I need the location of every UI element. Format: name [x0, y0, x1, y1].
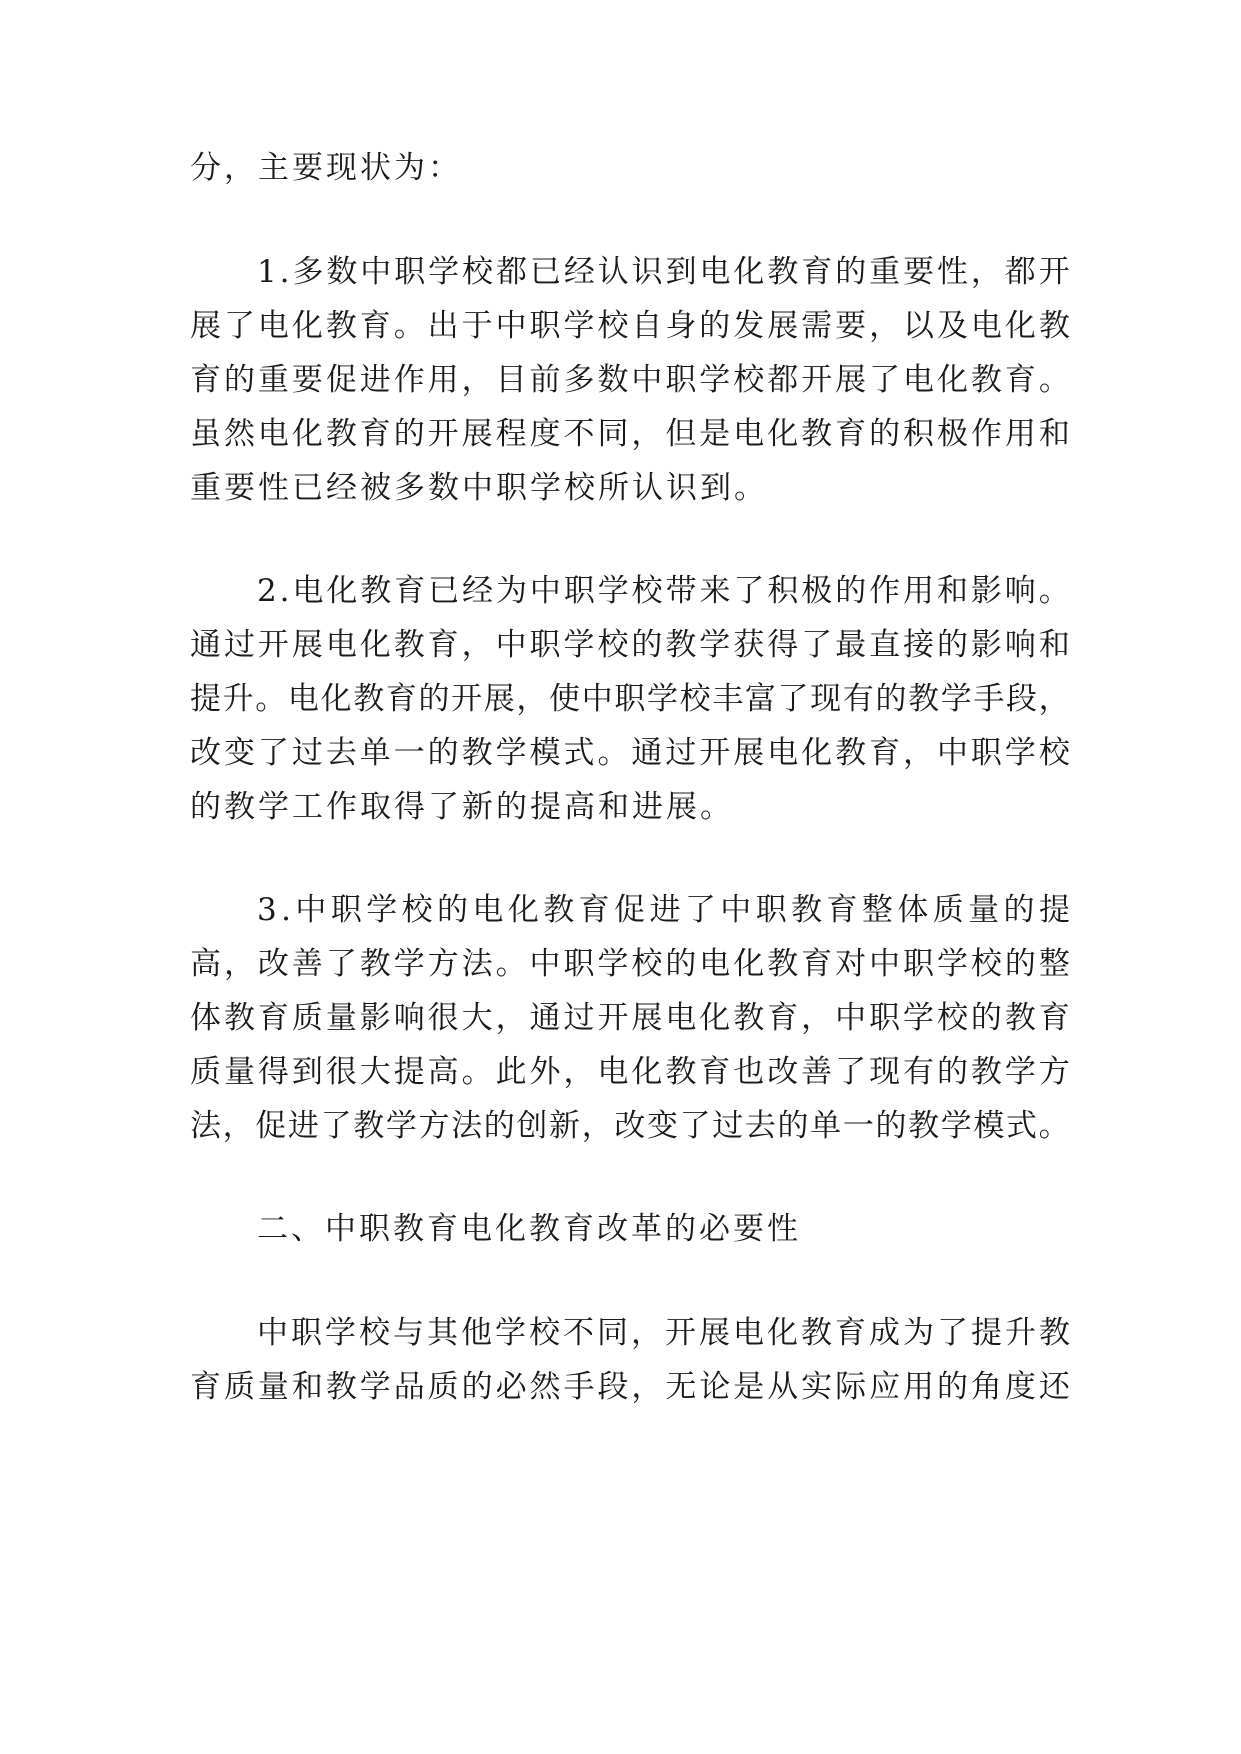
paragraph-4-line: 育 质 量 和 教 学 品 质 的 必 然 手 段 ， 无 论 是 从 实 际 应 用 的 角 度 还 — [190, 1369, 1070, 1405]
paragraph-3-line: 质 量 得 到 很 大 提 高 。 此 外 ， 电 化 教 育 也 改 善 了 现 有 的 教 学 方 — [190, 1054, 1070, 1090]
paragraph-2-line: 改 变 了 过 去 单 一 的 教 学 模 式 。 通 过 开 展 电 化 教 育 ， 中 职 学 校 — [190, 735, 1070, 771]
paragraph-3-line: 3 . 中 职 学 校 的 电 化 教 育 促 进 了 中 职 教 育 整 体 质 量 的 提 — [257, 892, 1070, 928]
paragraph-2-line: 提 升 。 电 化 教 育 的 开 展 ， 使 中 职 学 校 丰 富 了 现 有 的 教 学 手 段 ， — [190, 681, 1070, 717]
paragraph-1-line: 育 的 重 要 促 进 作 用 ， 目 前 多 数 中 职 学 校 都 开 展 了 电 化 教 育 。 — [190, 362, 1070, 398]
paragraph-3-line: 体 教 育 质 量 影 响 很 大 ， 通 过 开 展 电 化 教 育 ， 中 职 学 校 的 教 育 — [190, 1000, 1070, 1036]
paragraph-2-line: 通 过 开 展 电 化 教 育 ， 中 职 学 校 的 教 学 获 得 了 最 直 接 的 影 响 和 — [190, 627, 1070, 663]
intro-line: 分，主要现状为： — [190, 150, 462, 186]
section-heading: 二、中职教育电化教育改革的必要性 — [257, 1211, 801, 1247]
paragraph-1-line: 1 . 多 数 中 职 学 校 都 已 经 认 识 到 电 化 教 育 的 重 要 性 ， 都 开 — [257, 254, 1070, 290]
paragraph-2-line: 的教学工作取得了新的提高和进展。 — [190, 789, 734, 825]
paragraph-1-line: 重要性已经被多数中职学校所认识到。 — [190, 470, 768, 506]
paragraph-4-line: 中 职 学 校 与 其 他 学 校 不 同 ， 开 展 电 化 教 育 成 为 了 提 升 教 — [257, 1315, 1070, 1351]
paragraph-2-line: 2 . 电 化 教 育 已 经 为 中 职 学 校 带 来 了 积 极 的 作 用 和 影 响 。 — [257, 573, 1070, 609]
paragraph-3-line: 高 ， 改 善 了 教 学 方 法 。 中 职 学 校 的 电 化 教 育 对 中 职 学 校 的 整 — [190, 946, 1070, 982]
paragraph-3-line: 法 ， 促 进 了 教 学 方 法 的 创 新 ， 改 变 了 过 去 的 单 一 的 教 学 模 式 。 — [190, 1108, 1070, 1144]
paragraph-1-line: 展 了 电 化 教 育 。 出 于 中 职 学 校 自 身 的 发 展 需 要 ， 以 及 电 化 教 — [190, 308, 1070, 344]
paragraph-1-line: 虽 然 电 化 教 育 的 开 展 程 度 不 同 ， 但 是 电 化 教 育 的 积 极 作 用 和 — [190, 416, 1070, 452]
